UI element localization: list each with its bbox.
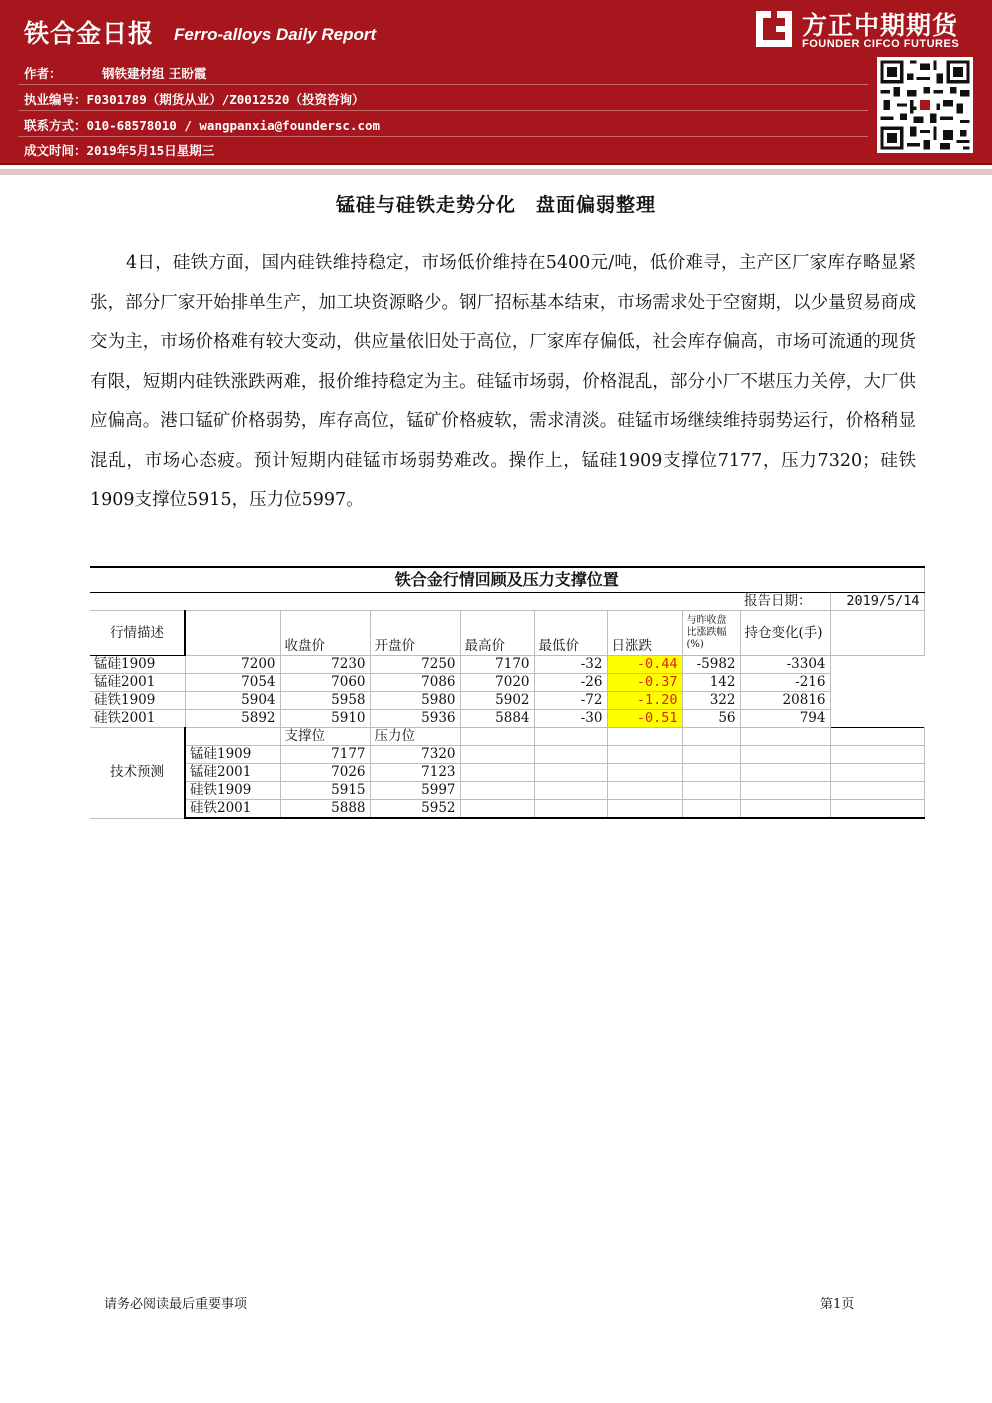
cell-change: -72 bbox=[534, 692, 607, 710]
table-row bbox=[90, 746, 924, 764]
cell-pct: -0.37 bbox=[607, 674, 682, 692]
cell-open: 5958 bbox=[280, 692, 370, 710]
table-row bbox=[90, 656, 924, 674]
qr-code-icon bbox=[877, 57, 973, 153]
cell-resistance: 5952 bbox=[370, 800, 460, 819]
contract-name: 锰硅2001 bbox=[185, 764, 280, 782]
cell-open: 7060 bbox=[280, 674, 370, 692]
market-summary-table bbox=[90, 566, 925, 819]
license-label: 执业编号： bbox=[24, 92, 87, 107]
date-value: 2019年5月15日星期三 bbox=[86, 143, 215, 158]
report-subtitle: Ferro-alloys Daily Report bbox=[174, 25, 377, 44]
col-header-oi: 持仓变化(手) bbox=[740, 611, 830, 656]
author-value: 钢铁建材组 王盼霞 bbox=[102, 66, 207, 81]
cell-pct: -0.44 bbox=[607, 656, 682, 674]
header-divider bbox=[0, 163, 992, 165]
col-header-close: 收盘价 bbox=[280, 611, 370, 656]
cell-support: 5915 bbox=[280, 782, 370, 800]
col-header-resistance: 压力位 bbox=[370, 728, 460, 746]
cell-oi: 322 bbox=[682, 692, 740, 710]
col-header-low: 最低价 bbox=[534, 611, 607, 656]
col-header-support: 支撑位 bbox=[280, 728, 370, 746]
cell-oi: 56 bbox=[682, 710, 740, 728]
cell-low: 7170 bbox=[460, 656, 534, 674]
cell-oi: 142 bbox=[682, 674, 740, 692]
article-headline: 锰硅与硅铁走势分化 盘面偏弱整理 bbox=[335, 194, 656, 216]
divider bbox=[18, 136, 868, 137]
contract-name: 硅铁1909 bbox=[185, 782, 280, 800]
cell-pct: -0.51 bbox=[607, 710, 682, 728]
cell-resistance: 5997 bbox=[370, 782, 460, 800]
table-row bbox=[90, 782, 924, 800]
contract-name: 锰硅1909 bbox=[185, 746, 280, 764]
contact-line bbox=[24, 116, 380, 134]
header-shadow-band bbox=[0, 169, 992, 175]
date-line bbox=[24, 141, 214, 159]
report-header bbox=[0, 0, 992, 163]
cell-resistance: 7123 bbox=[370, 764, 460, 782]
col-header-change: 日涨跌 bbox=[607, 611, 682, 656]
cell-high: 5936 bbox=[370, 710, 460, 728]
cell-close: 5892 bbox=[185, 710, 280, 728]
cell-low: 5902 bbox=[460, 692, 534, 710]
divider bbox=[18, 84, 868, 85]
cell-high: 5980 bbox=[370, 692, 460, 710]
cell-close: 7054 bbox=[185, 674, 280, 692]
author-line bbox=[24, 64, 206, 82]
contract-name: 锰硅2001 bbox=[90, 674, 185, 692]
cell-high: 7250 bbox=[370, 656, 460, 674]
report-date-label: 报告日期： bbox=[740, 593, 830, 611]
cell-extra: 794 bbox=[740, 710, 830, 728]
contract-name: 锰硅1909 bbox=[90, 656, 185, 674]
table-row bbox=[90, 800, 924, 819]
cell-extra: 20816 bbox=[740, 692, 830, 710]
cell-support: 7177 bbox=[280, 746, 370, 764]
cell-close: 5904 bbox=[185, 692, 280, 710]
col-header-high: 最高价 bbox=[460, 611, 534, 656]
report-date: 2019/5/14 bbox=[830, 593, 924, 611]
cell-low: 7020 bbox=[460, 674, 534, 692]
cell-open: 5910 bbox=[280, 710, 370, 728]
table-row bbox=[90, 764, 924, 782]
cell-support: 5888 bbox=[280, 800, 370, 819]
company-name-en: FOUNDER CIFCO FUTURES bbox=[802, 38, 960, 50]
cell-extra: -3304 bbox=[740, 656, 830, 674]
tech-header-row bbox=[90, 728, 924, 746]
cell-oi: -5982 bbox=[682, 656, 740, 674]
cell-open: 7230 bbox=[280, 656, 370, 674]
market-header-row bbox=[90, 611, 924, 656]
founder-logo-icon bbox=[754, 9, 794, 49]
article-body: 4日，硅铁方面，国内硅铁维持稳定，市场低价维持在5400元/吨，低价难寻，主产区厂家库存略显紧张，部分厂家开始排单生产，加工块资源略少。钢厂招标基本结束，市场需求处于空窗期，以少量贸易商成交为主，市场价格难有较大变动，供应量依旧处于高位，厂家库存偏低，社会库存偏高，市场可流通的现货有限，短期内硅铁涨跌两难，报价维持稳定为主。硅锰市场弱，价格混乱，部分小厂不堪压力关停，大厂供应偏高。港口锰矿价格弱势，库存高位，锰矿价格疲软，需求清淡。硅锰市场继续维持弱势运行，价格稍显混乱，市场心态疲。预计短期内硅锰市场弱势难改。操作上，锰硅1909支撑位7177，压力7320；硅铁1909支撑位5915，压力位5997。 bbox=[90, 253, 916, 510]
contact-value: 010-68578010 / wangpanxia@foundersc.com bbox=[86, 118, 381, 133]
table-title: 铁合金行情回顾及压力支撑位置 bbox=[90, 567, 924, 593]
author-label: 作者： bbox=[24, 66, 62, 81]
cell-support: 7026 bbox=[280, 764, 370, 782]
cell-change: -32 bbox=[534, 656, 607, 674]
col-header-open: 开盘价 bbox=[370, 611, 460, 656]
report-title: 铁合金日报 bbox=[24, 19, 155, 48]
license-line bbox=[24, 90, 364, 108]
page-number: 第1页 bbox=[820, 1297, 855, 1312]
contract-name: 硅铁2001 bbox=[90, 710, 185, 728]
contact-label: 联系方式： bbox=[24, 118, 87, 133]
contract-name: 硅铁1909 bbox=[90, 692, 185, 710]
cell-resistance: 7320 bbox=[370, 746, 460, 764]
cell-close: 7200 bbox=[185, 656, 280, 674]
cell-pct: -1.20 bbox=[607, 692, 682, 710]
cell-change: -30 bbox=[534, 710, 607, 728]
col-header-pct: 与昨收盘比涨跌幅(%) bbox=[682, 611, 740, 656]
table-row bbox=[90, 710, 924, 728]
table-row bbox=[90, 674, 924, 692]
cell-high: 7086 bbox=[370, 674, 460, 692]
contract-name: 硅铁2001 bbox=[185, 800, 280, 819]
cell-change: -26 bbox=[534, 674, 607, 692]
divider bbox=[18, 110, 868, 111]
table-row bbox=[90, 692, 924, 710]
tech-section-label: 技术预测 bbox=[90, 728, 185, 819]
market-section-label: 行情描述 bbox=[90, 611, 185, 656]
cell-low: 5884 bbox=[460, 710, 534, 728]
date-label: 成文时间： bbox=[24, 143, 87, 158]
company-name: 方正中期期货 bbox=[802, 11, 959, 40]
report-date-row bbox=[90, 593, 924, 611]
cell-extra: -216 bbox=[740, 674, 830, 692]
license-value: F0301789（期货从业）/Z0012520（投资咨询） bbox=[86, 92, 365, 107]
footer-notice: 请务必阅读最后重要事项 bbox=[104, 1297, 248, 1312]
